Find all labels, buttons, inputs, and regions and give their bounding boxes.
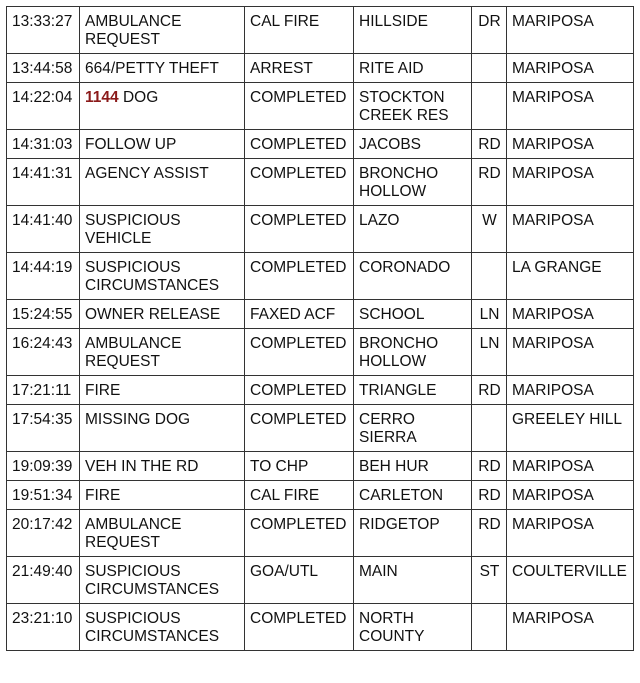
disposition-cell: TO CHP (245, 452, 354, 481)
disposition-cell: COMPLETED (245, 405, 354, 452)
time-cell: 23:21:10 (7, 604, 80, 651)
call-type-text: MISSING DOG (85, 411, 191, 428)
street-cell: NORTH COUNTY (354, 604, 472, 651)
street-suffix-cell: RD (472, 130, 507, 159)
time-cell: 14:44:19 (7, 253, 80, 300)
city-cell: MARIPOSA (507, 54, 634, 83)
city-cell: COULTERVILLE (507, 557, 634, 604)
call-type-text: OWNER RELEASE (85, 306, 221, 323)
street-cell: LAZO (354, 206, 472, 253)
time-cell: 14:22:04 (7, 83, 80, 130)
table-row (7, 557, 634, 604)
table-row (7, 481, 634, 510)
street-suffix-cell: RD (472, 510, 507, 557)
street-cell: MAIN (354, 557, 472, 604)
table-row (7, 510, 634, 557)
city-cell: MARIPOSA (507, 7, 634, 54)
call-type-cell (80, 604, 245, 651)
street-cell: CORONADO (354, 253, 472, 300)
time-cell: 20:17:42 (7, 510, 80, 557)
call-type-cell (80, 7, 245, 54)
disposition-cell: COMPLETED (245, 206, 354, 253)
disposition-cell: COMPLETED (245, 130, 354, 159)
table-row (7, 405, 634, 452)
disposition-cell: COMPLETED (245, 159, 354, 206)
time-cell: 14:41:31 (7, 159, 80, 206)
call-type-text: FIRE (85, 382, 121, 399)
street-cell: CARLETON (354, 481, 472, 510)
city-cell: MARIPOSA (507, 206, 634, 253)
city-cell: GREELEY HILL (507, 405, 634, 452)
call-type-text: DOG (118, 89, 159, 106)
street-cell: RITE AID (354, 54, 472, 83)
street-cell: HILLSIDE (354, 7, 472, 54)
call-type-cell (80, 481, 245, 510)
street-suffix-cell: ST (472, 557, 507, 604)
call-type-cell (80, 376, 245, 405)
time-cell: 17:54:35 (7, 405, 80, 452)
street-cell: STOCKTON CREEK RES (354, 83, 472, 130)
street-suffix-cell: RD (472, 452, 507, 481)
call-type-text: 664/PETTY THEFT (85, 60, 219, 77)
time-cell: 21:49:40 (7, 557, 80, 604)
street-cell: BRONCHO HOLLOW (354, 159, 472, 206)
time-cell: 17:21:11 (7, 376, 80, 405)
call-type-text: AGENCY ASSIST (85, 165, 209, 182)
call-type-text: SUSPICIOUS CIRCUMSTANCES (85, 563, 220, 598)
disposition-cell: GOA/UTL (245, 557, 354, 604)
table-row (7, 7, 634, 54)
street-suffix-cell: DR (472, 7, 507, 54)
call-type-cell (80, 54, 245, 83)
call-type-text: VEH IN THE RD (85, 458, 199, 475)
call-log-table (6, 6, 634, 651)
city-cell: MARIPOSA (507, 130, 634, 159)
time-cell: 13:33:27 (7, 7, 80, 54)
city-cell: MARIPOSA (507, 481, 634, 510)
disposition-cell: COMPLETED (245, 604, 354, 651)
street-suffix-cell: RD (472, 376, 507, 405)
street-suffix-cell (472, 83, 507, 130)
city-cell: MARIPOSA (507, 159, 634, 206)
city-cell: MARIPOSA (507, 510, 634, 557)
call-type-text: AMBULANCE REQUEST (85, 335, 186, 370)
street-suffix-cell (472, 405, 507, 452)
call-type-cell (80, 510, 245, 557)
table-row (7, 159, 634, 206)
time-cell: 13:44:58 (7, 54, 80, 83)
disposition-cell: COMPLETED (245, 253, 354, 300)
table-row (7, 83, 634, 130)
call-type-cell (80, 206, 245, 253)
street-cell: BEH HUR (354, 452, 472, 481)
call-type-text: AMBULANCE REQUEST (85, 13, 186, 48)
call-type-text: SUSPICIOUS CIRCUMSTANCES (85, 259, 220, 294)
call-type-text: SUSPICIOUS CIRCUMSTANCES (85, 610, 220, 645)
time-cell: 19:51:34 (7, 481, 80, 510)
table-row (7, 376, 634, 405)
time-cell: 19:09:39 (7, 452, 80, 481)
table-row (7, 329, 634, 376)
disposition-cell: ARREST (245, 54, 354, 83)
table-row (7, 54, 634, 83)
street-suffix-cell (472, 54, 507, 83)
call-type-cell (80, 329, 245, 376)
street-suffix-cell (472, 253, 507, 300)
call-type-cell (80, 130, 245, 159)
call-type-cell (80, 159, 245, 206)
city-cell: LA GRANGE (507, 253, 634, 300)
disposition-cell: COMPLETED (245, 329, 354, 376)
table-row (7, 300, 634, 329)
street-suffix-cell: W (472, 206, 507, 253)
disposition-cell: COMPLETED (245, 510, 354, 557)
disposition-cell: FAXED ACF (245, 300, 354, 329)
call-type-cell (80, 452, 245, 481)
time-cell: 14:31:03 (7, 130, 80, 159)
call-type-text: SUSPICIOUS VEHICLE (85, 212, 185, 247)
city-cell: MARIPOSA (507, 300, 634, 329)
time-cell: 15:24:55 (7, 300, 80, 329)
time-cell: 16:24:43 (7, 329, 80, 376)
table-row (7, 604, 634, 651)
street-cell: RIDGETOP (354, 510, 472, 557)
table-row (7, 253, 634, 300)
call-log-body (7, 7, 634, 651)
table-row (7, 130, 634, 159)
street-cell: TRIANGLE (354, 376, 472, 405)
street-cell: BRONCHO HOLLOW (354, 329, 472, 376)
call-type-text: FOLLOW UP (85, 136, 177, 153)
city-cell: MARIPOSA (507, 604, 634, 651)
table-row (7, 452, 634, 481)
city-cell: MARIPOSA (507, 329, 634, 376)
disposition-cell: COMPLETED (245, 83, 354, 130)
call-type-cell (80, 253, 245, 300)
disposition-cell: COMPLETED (245, 376, 354, 405)
call-type-text: FIRE (85, 487, 121, 504)
street-suffix-cell: RD (472, 481, 507, 510)
street-cell: SCHOOL (354, 300, 472, 329)
city-cell: MARIPOSA (507, 83, 634, 130)
disposition-cell: CAL FIRE (245, 7, 354, 54)
call-type-cell (80, 300, 245, 329)
time-cell: 14:41:40 (7, 206, 80, 253)
call-type-cell (80, 405, 245, 452)
call-type-cell (80, 83, 245, 130)
call-type-text: AMBULANCE REQUEST (85, 516, 186, 551)
disposition-cell: CAL FIRE (245, 481, 354, 510)
street-cell: JACOBS (354, 130, 472, 159)
street-suffix-cell: RD (472, 159, 507, 206)
street-suffix-cell: LN (472, 300, 507, 329)
table-row (7, 206, 634, 253)
street-suffix-cell: LN (472, 329, 507, 376)
call-code: 1144 (85, 89, 119, 106)
city-cell: MARIPOSA (507, 452, 634, 481)
street-suffix-cell (472, 604, 507, 651)
call-type-cell (80, 557, 245, 604)
city-cell: MARIPOSA (507, 376, 634, 405)
street-cell: CERRO SIERRA (354, 405, 472, 452)
